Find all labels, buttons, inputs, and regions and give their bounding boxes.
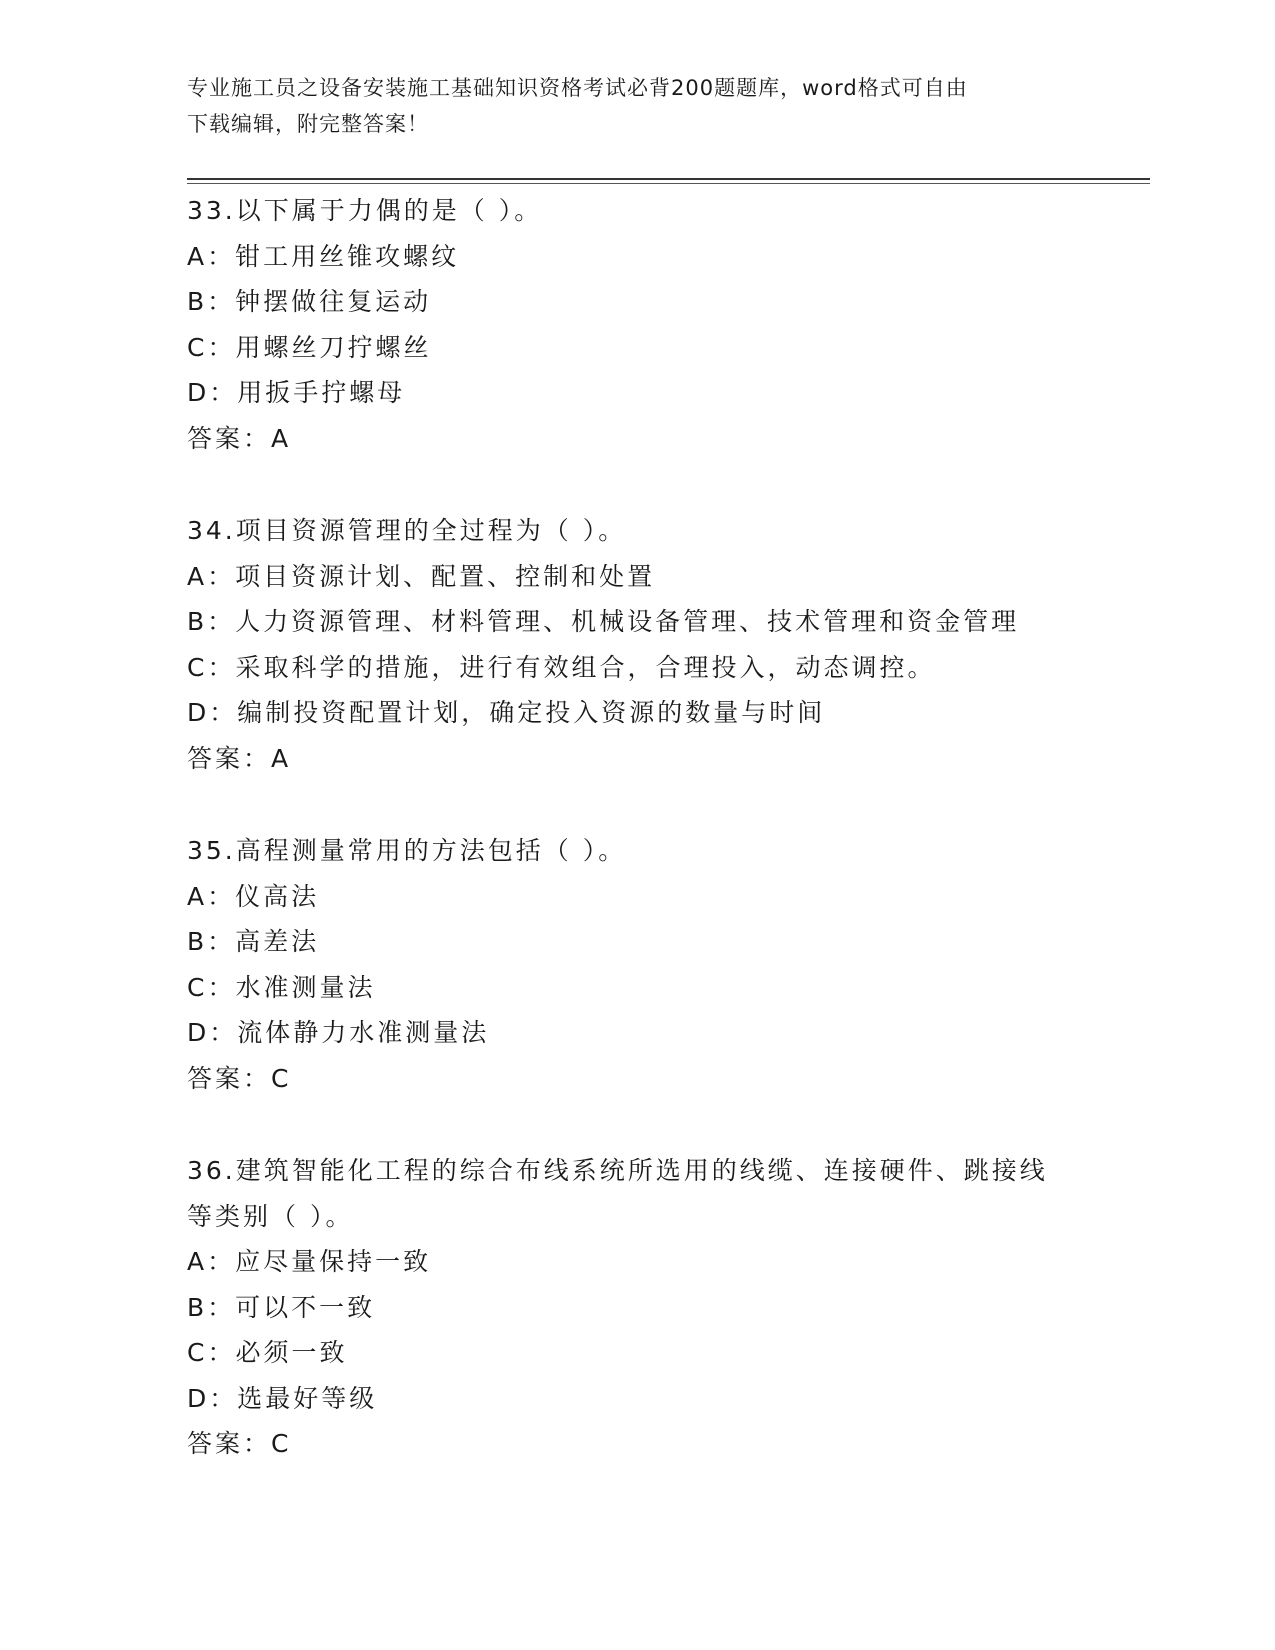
header-line-2: 下载编辑，附完整答案！: [187, 112, 429, 136]
question-stem: 34.项目资源管理的全过程为（ ）。: [187, 516, 627, 545]
option-d: D：流体静力水准测量法: [187, 1018, 490, 1047]
option-d: D：用扳手拧螺母: [187, 378, 406, 407]
question-stem: 33.以下属于力偶的是（ ）。: [187, 196, 543, 225]
option-a: A：应尽量保持一致: [187, 1247, 432, 1276]
option-c: C：用螺丝刀拧螺丝: [187, 332, 432, 362]
option-c: C：必须一致: [187, 1338, 348, 1367]
question-stem: 35.高程测量常用的方法包括（ ）。: [187, 836, 627, 865]
question-36: [187, 1148, 1087, 1467]
question-35: [187, 828, 1087, 1101]
option-d: D：编制投资配置计划，确定投入资源的数量与时间: [187, 698, 826, 727]
question-stem-line-2: 等类别（ ）。: [187, 1201, 354, 1231]
header-line-1: 专业施工员之设备安装施工基础知识资格考试必背200题题库，word格式可自由: [187, 76, 968, 100]
question-list: [187, 188, 1087, 1514]
answer: 答案：A: [187, 423, 292, 453]
option-c: C：水准测量法: [187, 972, 376, 1002]
option-a: A：项目资源计划、配置、控制和处置: [187, 561, 656, 591]
option-c: C：采取科学的措施，进行有效组合，合理投入，动态调控。: [187, 652, 936, 682]
header-divider-thick: [187, 178, 1150, 180]
header-divider-thin: [187, 183, 1150, 184]
option-b: B：高差法: [187, 927, 320, 956]
option-d: D：选最好等级: [187, 1383, 378, 1413]
option-a: A：钳工用丝锥攻螺纹: [187, 241, 460, 271]
document-header: [187, 70, 1067, 142]
option-b: B：钟摆做往复运动: [187, 287, 432, 316]
answer: 答案：C: [187, 1429, 292, 1458]
answer: 答案：C: [187, 1063, 292, 1093]
question-stem-line-1: 36.建筑智能化工程的综合布线系统所选用的线缆、连接硬件、跳接线: [187, 1156, 1048, 1185]
option-b: B：可以不一致: [187, 1292, 376, 1322]
question-34: [187, 508, 1087, 781]
option-a: A：仪高法: [187, 881, 320, 911]
answer: 答案：A: [187, 743, 292, 773]
option-b: B：人力资源管理、材料管理、机械设备管理、技术管理和资金管理: [187, 607, 1020, 636]
question-33: [187, 188, 1087, 461]
